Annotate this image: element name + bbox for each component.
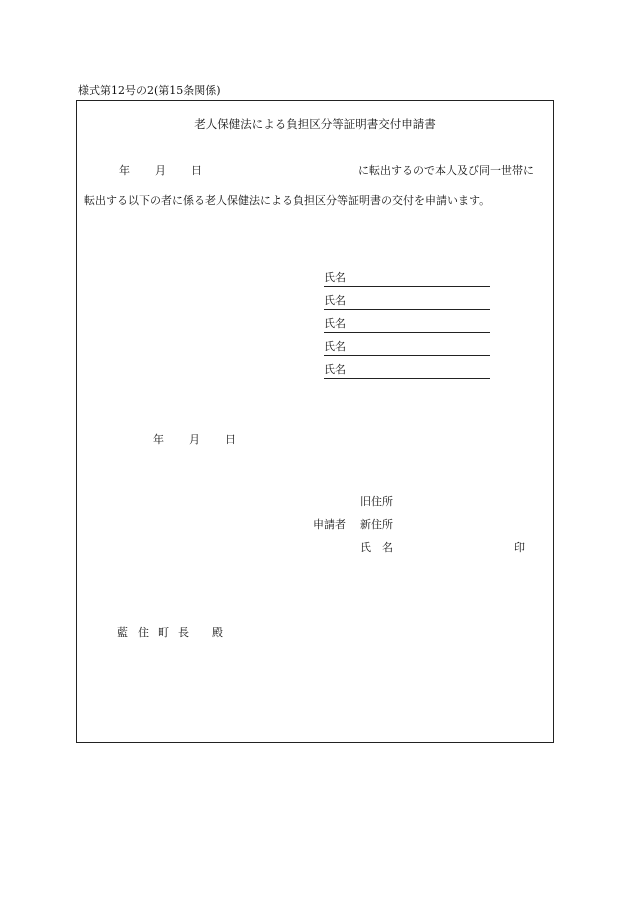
application-month-label: 月	[189, 433, 200, 446]
person-name-field[interactable]	[324, 295, 490, 310]
addressee-char: 長	[178, 626, 189, 639]
addressee-char: 住	[138, 626, 149, 639]
person-name-label: 氏名	[324, 340, 346, 353]
statement-line-2: 転出する以下の者に係る老人保健法による負担区分等証明書の交付を申請います。	[84, 194, 491, 207]
person-name-field[interactable]	[324, 272, 490, 287]
statement-day-label: 日	[191, 164, 202, 177]
statement-year-label: 年	[119, 164, 130, 177]
old-address-label: 旧住所	[360, 495, 393, 508]
person-name-label: 氏名	[324, 271, 346, 284]
person-name-field[interactable]	[324, 318, 490, 333]
addressee-char: 町	[158, 626, 169, 639]
seal-label: 印	[514, 541, 525, 554]
statement-month-label: 月	[155, 164, 166, 177]
form-title: 老人保健法による負担区分等証明書交付申請書	[194, 117, 436, 131]
person-name-label: 氏名	[324, 317, 346, 330]
addressee-char: 藍	[117, 626, 128, 639]
application-day-label: 日	[225, 433, 236, 446]
applicant-name-label: 氏 名	[360, 541, 393, 554]
new-address-label: 新住所	[360, 518, 393, 531]
applicant-label: 申請者	[313, 518, 346, 531]
form-number: 様式第12号の2(第15条関係)	[78, 84, 221, 97]
statement-line-1: に転出するので本人及び同一世帯に	[358, 164, 534, 177]
person-name-field[interactable]	[324, 341, 490, 356]
person-name-field[interactable]	[324, 364, 490, 379]
person-name-label: 氏名	[324, 294, 346, 307]
application-year-label: 年	[153, 433, 164, 446]
addressee-honorific: 殿	[212, 626, 223, 639]
person-name-label: 氏名	[324, 363, 346, 376]
